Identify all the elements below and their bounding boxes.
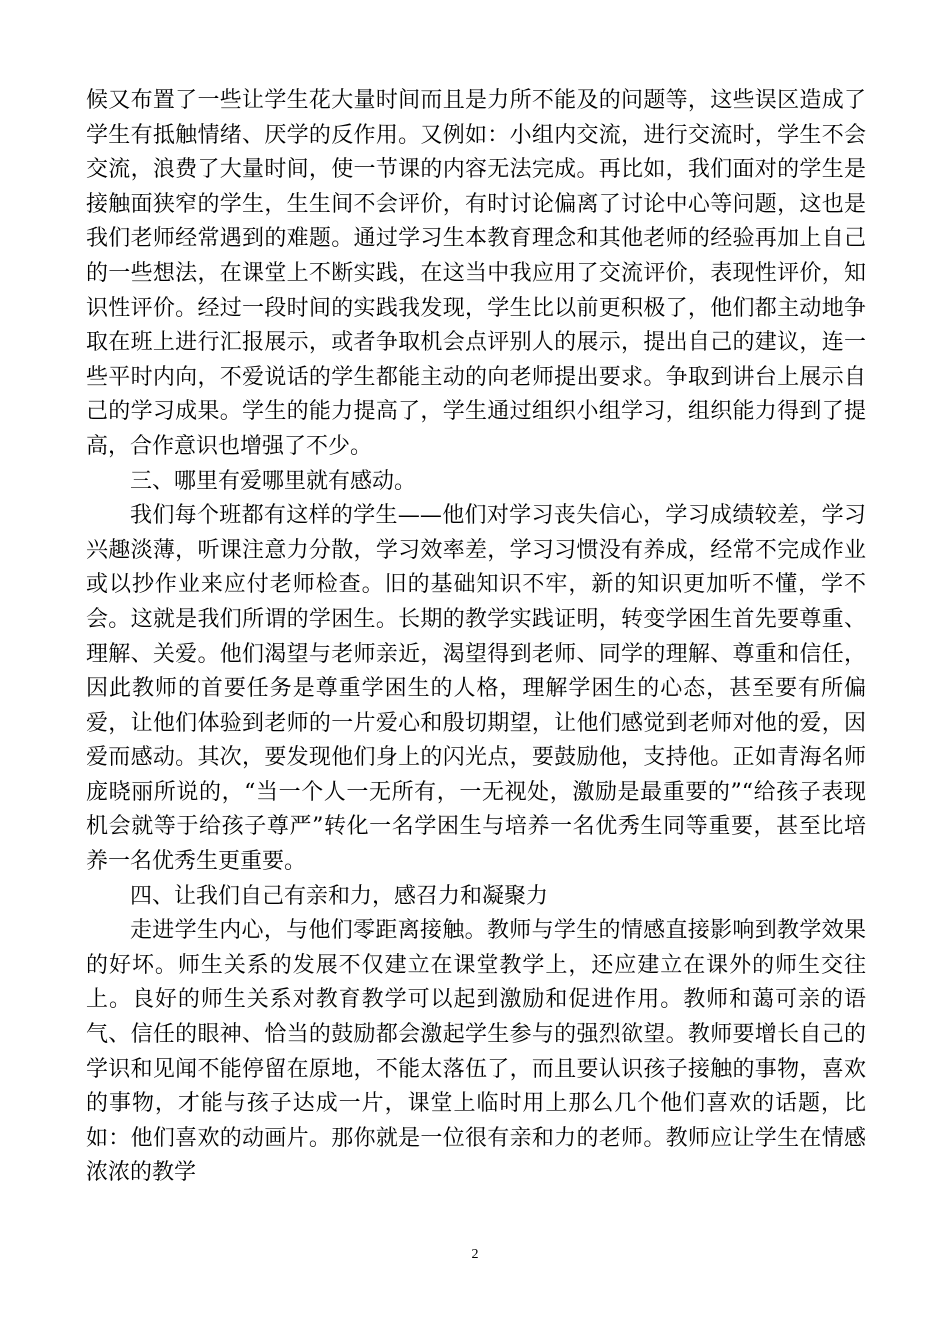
section-heading-3: 三、哪里有爱哪里就有感动。 (130, 468, 417, 494)
paragraph-continuation: 候又布置了一些让学生花大量时间而且是力所不能及的问题等，这些误区造成了学生有抵触情绪、厌学的反作用。又例如：小组内交流，进行交流时，学生不会交流，浪费了大量时间，使一节课的内容无法完成。再比如，我们面对的学生是接触面狭窄的学生，生生间不会评价，有时讨论偏离了讨论中心等问题，这也是我们老师经常遇到的难题。通过学习生本教育理念和其他老师的经验再加上自己的一些想法，在课堂上不断实践，在这当中我应用了交流评价，表现性评价，知识性评价。经过一段时间的实践我发现，学生比以前更积极了，他们都主动地争取在班上进行汇报展示，或者争取机会点评别人的展示，提出自己的建议，连一些平时内向，不爱说话的学生都能主动的向老师提出要求。争取到讲台上展示自己的学习成果。学生的能力提高了，学生通过组织小组学习，组织能力得到了提高，合作意识也增强了不少。 (86, 88, 866, 459)
paragraph-affinity: 走进学生内心，与他们零距离接触。教师与学生的情感直接影响到教学效果的好坏。师生关系的发展不仅建立在课堂教学上，还应建立在课外的师生交往上。良好的师生关系对教育教学可以起到激励和促进作用。教师和蔼可亲的语气、信任的眼神、恰当的鼓励都会激起学生参与的强烈欲望。教师要增长自己的学识和见闻不能停留在原地，不能太落伍了，而且要认识孩子接触的事物，喜欢的事物，才能与孩子达成一片，课堂上临时用上那么几个他们喜欢的话题，比如：他们喜欢的动画片。那你就是一位很有亲和力的老师。教师应让学生在情感浓浓的教学 (86, 918, 866, 1186)
paragraph-struggling-students: 我们每个班都有这样的学生——他们对学习丧失信心，学习成绩较差，学习兴趣淡薄，听课注意力分散，学习效率差，学习习惯没有养成，经常不完成作业或以抄作业来应付老师检查。旧的基础知识不牢，新的知识更加听不懂，学不会。这就是我们所谓的学困生。长期的教学实践证明，转变学困生首先要尊重、理解、关爱。他们渴望与老师亲近，渴望得到老师、同学的理解、尊重和信任，因此教师的首要任务是尊重学困生的人格，理解学困生的心态，甚至要有所偏爱，让他们体验到老师的一片爱心和殷切期望，让他们感觉到老师对他的爱，因爱而感动。其次，要发现他们身上的闪光点，要鼓励他，支持他。正如青海名师庞晓丽所说的，“当一个人一无所有，一无视处，激励是最重要的”“给孩子表现机会就等于给孩子尊严”转化一名学困生与培养一名优秀生同等重要，甚至比培养一名优秀生更重要。 (86, 503, 866, 875)
page-number: 2 (471, 1247, 479, 1262)
section-heading-4: 四、让我们自己有亲和力，感召力和凝聚力 (130, 883, 549, 909)
document-body (86, 84, 866, 1191)
